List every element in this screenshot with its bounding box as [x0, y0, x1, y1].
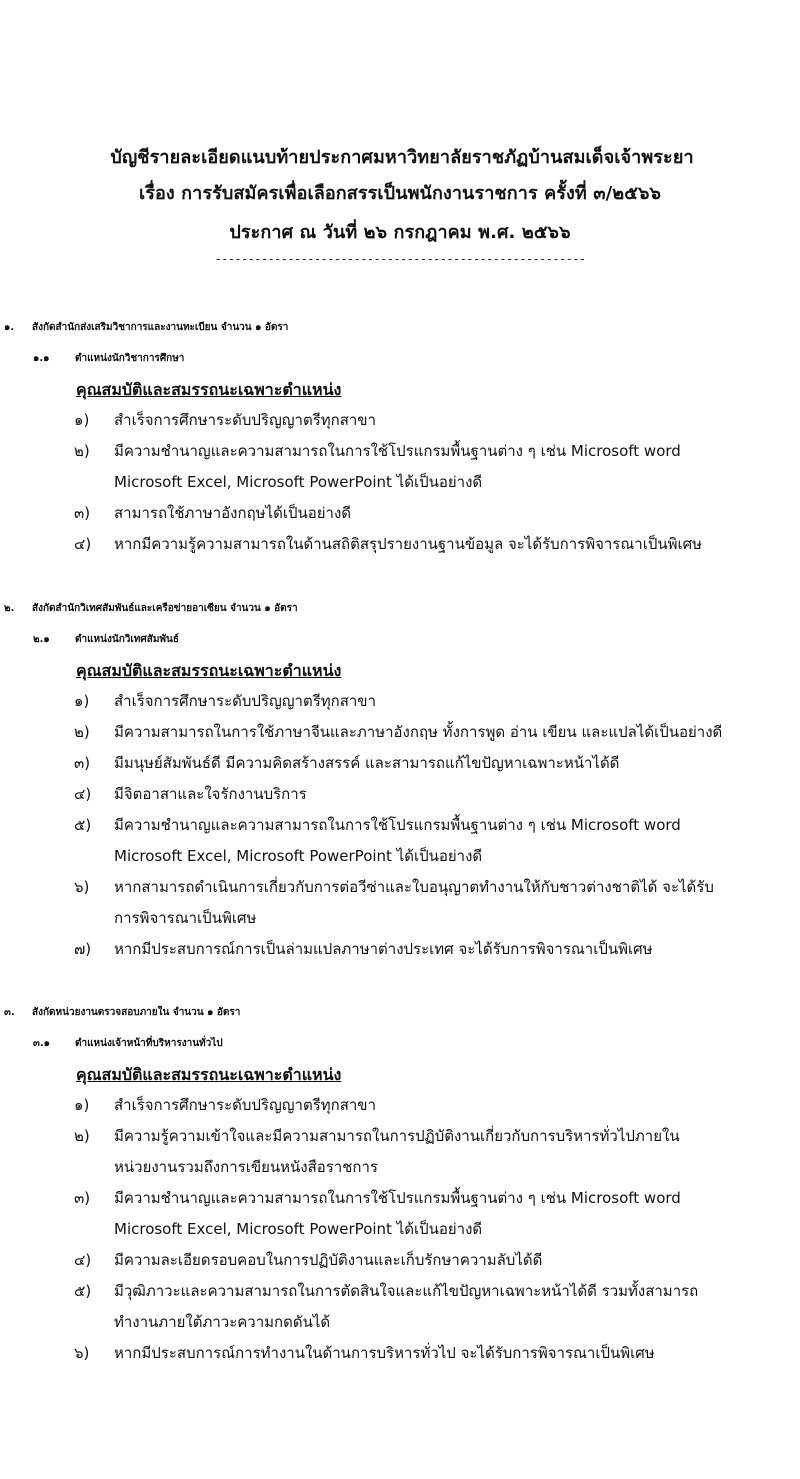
- qualification-number: ๒): [74, 1127, 90, 1145]
- qualification-text-line: Microsoft Excel, Microsoft PowerPoint ได้เป็นอย่างดี: [114, 473, 483, 491]
- qualification-text-line: สำเร็จการศึกษาระดับปริญญาตรีทุกสาขา: [114, 692, 376, 710]
- position-title-text: ตำแหน่งเจ้าหน้าที่บริหารงานทั่วไป: [75, 1038, 223, 1049]
- section-number: ๑.: [4, 322, 15, 333]
- qualification-text-line: มีความชำนาญและความสามารถในการใช้โปรแกรมพื้นฐานต่าง ๆ เช่น Microsoft word: [114, 816, 681, 834]
- qualification-number: ๔): [74, 785, 92, 803]
- position-number: ๓.๑: [33, 1038, 50, 1049]
- qualification-text-line: สามารถใช้ภาษาอังกฤษได้เป็นอย่างดี: [114, 504, 352, 522]
- qualification-item: [0, 717, 800, 748]
- qualification-item: [0, 810, 800, 872]
- qualification-text-line: มีความชำนาญและความสามารถในการใช้โปรแกรมพื้นฐานต่าง ๆ เช่น Microsoft word: [114, 442, 681, 460]
- section-3: [0, 997, 800, 1369]
- qualification-item: [0, 405, 800, 436]
- qualification-item: [0, 1090, 800, 1121]
- section-1: [0, 312, 800, 560]
- position-number: ๒.๑: [33, 634, 50, 645]
- qualification-number: ๑): [74, 411, 90, 429]
- position-title: [0, 624, 800, 655]
- qualification-number: ๑): [74, 1096, 90, 1114]
- section-number: ๓.: [4, 1007, 15, 1018]
- qualifications-heading: คุณสมบัติและสมรรถนะเฉพาะตำแหน่ง: [76, 661, 342, 680]
- header-title-line: บัญชีรายละเอียดแนบท้ายประกาศมหาวิทยาลัยราชภัฏบ้านสมเด็จเจ้าพระยา: [110, 147, 694, 168]
- qualification-number: ๖): [74, 878, 90, 896]
- qualification-item: [0, 872, 800, 934]
- qualification-number: ๓): [74, 754, 91, 772]
- qualification-text-line: หากมีความรู้ความสามารถในด้านสถิติสรุปรายงานฐานข้อมูล จะได้รับการพิจารณาเป็นพิเศษ: [114, 535, 703, 553]
- qualification-text-line: หากสามารถดำเนินการเกี่ยวกับการต่อวีซ่าและใบอนุญาตทำงานให้กับชาวต่างชาติได้ จะได้รับ: [114, 878, 714, 896]
- qualification-item: [0, 1338, 800, 1369]
- qualification-number: ๕): [74, 816, 92, 834]
- qualification-number: ๖): [74, 1344, 90, 1362]
- qualification-number: ๓): [74, 1189, 91, 1207]
- qualifications-list: [0, 686, 800, 965]
- qualification-text-line: สำเร็จการศึกษาระดับปริญญาตรีทุกสาขา: [114, 411, 376, 429]
- header-subject-line: เรื่อง การรับสมัครเพื่อเลือกสรรเป็นพนักงานราชการ ครั้งที่ ๓/๒๕๖๖: [138, 183, 662, 204]
- position-title-text: ตำแหน่งนักวิชาการศึกษา: [75, 353, 185, 364]
- qualification-text-line: หากมีประสบการณ์การทำงานในด้านการบริหารทั่วไป จะได้รับการพิจารณาเป็นพิเศษ: [114, 1344, 655, 1362]
- qualification-item: [0, 1183, 800, 1245]
- qualifications-list: [0, 405, 800, 560]
- qualification-item: [0, 779, 800, 810]
- qualification-item: [0, 748, 800, 779]
- section-2: [0, 593, 800, 965]
- announcement-header: [0, 140, 800, 267]
- qualification-text-line: สำเร็จการศึกษาระดับปริญญาตรีทุกสาขา: [114, 1096, 376, 1114]
- qualification-number: ๔): [74, 535, 92, 553]
- qualification-item: [0, 498, 800, 529]
- section-title: [0, 312, 800, 343]
- qualification-item: [0, 934, 800, 965]
- qualification-text-line: การพิจารณาเป็นพิเศษ: [114, 909, 257, 927]
- qualification-text-line: Microsoft Excel, Microsoft PowerPoint ได้เป็นอย่างดี: [114, 847, 483, 865]
- position-title: [0, 343, 800, 374]
- qualification-item: [0, 529, 800, 560]
- qualification-text-line: หน่วยงานรวมถึงการเขียนหนังสือราชการ: [114, 1158, 378, 1176]
- qualifications-heading: คุณสมบัติและสมรรถนะเฉพาะตำแหน่ง: [76, 380, 342, 399]
- qualification-number: ๗): [74, 940, 92, 958]
- qualification-text-line: มีความรู้ความเข้าใจและมีความสามารถในการปฏิบัติงานเกี่ยวกับการบริหารทั่วไปภายใน: [114, 1127, 680, 1145]
- qualification-text-line: มีมนุษย์สัมพันธ์ดี มีความคิดสร้างสรรค์ และสามารถแก้ไขปัญหาเฉพาะหน้าได้ดี: [114, 754, 620, 772]
- qualification-number: ๒): [74, 723, 90, 741]
- position-number: ๑.๑: [33, 353, 50, 364]
- qualification-item: [0, 686, 800, 717]
- section-title-text: สังกัดหน่วยงานตรวจสอบภายใน จำนวน ๑ อัตรา: [32, 1007, 241, 1018]
- section-title-text: สังกัดสำนักส่งเสริมวิชาการและงานทะเบียน จำนวน ๑ อัตรา: [32, 322, 289, 333]
- qualification-number: ๓): [74, 504, 91, 522]
- section-title: [0, 997, 800, 1028]
- qualifications-list: [0, 1090, 800, 1369]
- section-title: [0, 593, 800, 624]
- qualification-text-line: มีความละเอียดรอบคอบในการปฏิบัติงานและเก็บรักษาความลับได้ดี: [114, 1251, 543, 1269]
- qualification-text-line: มีวุฒิภาวะและความสามารถในการตัดสินใจและแก้ไขปัญหาเฉพาะหน้าได้ดี รวมทั้งสามารถ: [114, 1282, 699, 1300]
- qualification-item: [0, 1276, 800, 1338]
- header-divider: --------------------------------------------------------: [214, 252, 586, 266]
- qualification-text-line: มีความสามารถในการใช้ภาษาจีนและภาษาอังกฤษ ทั้งการพูด อ่าน เขียน และแปลได้เป็นอย่างดี: [114, 723, 723, 741]
- qualification-text-line: Microsoft Excel, Microsoft PowerPoint ได้เป็นอย่างดี: [114, 1220, 483, 1238]
- qualifications-heading: คุณสมบัติและสมรรถนะเฉพาะตำแหน่ง: [76, 1065, 342, 1084]
- position-title: [0, 1028, 800, 1059]
- qualification-number: ๔): [74, 1251, 92, 1269]
- qualification-text-line: มีความชำนาญและความสามารถในการใช้โปรแกรมพื้นฐานต่าง ๆ เช่น Microsoft word: [114, 1189, 681, 1207]
- qualification-number: ๕): [74, 1282, 92, 1300]
- qualification-item: [0, 1121, 800, 1183]
- qualification-item: [0, 1245, 800, 1276]
- section-title-text: สังกัดสำนักวิเทศสัมพันธ์และเครือข่ายอาเซียน จำนวน ๑ อัตรา: [32, 603, 298, 614]
- qualification-number: ๒): [74, 442, 90, 460]
- qualification-item: [0, 436, 800, 498]
- qualification-text-line: มีจิตอาสาและใจรักงานบริการ: [114, 785, 307, 803]
- qualification-text-line: ทำงานภายใต้ภาวะความกดดันได้: [114, 1313, 331, 1331]
- section-number: ๒.: [4, 603, 15, 614]
- qualification-text-line: หากมีประสบการณ์การเป็นล่ามแปลภาษาต่างประเทศ จะได้รับการพิจารณาเป็นพิเศษ: [114, 940, 653, 958]
- position-title-text: ตำแหน่งนักวิเทศสัมพันธ์: [75, 634, 179, 645]
- qualification-number: ๑): [74, 692, 90, 710]
- header-date-line: ประกาศ ณ วันที่ ๒๖ กรกฎาคม พ.ศ. ๒๕๖๖: [229, 222, 571, 243]
